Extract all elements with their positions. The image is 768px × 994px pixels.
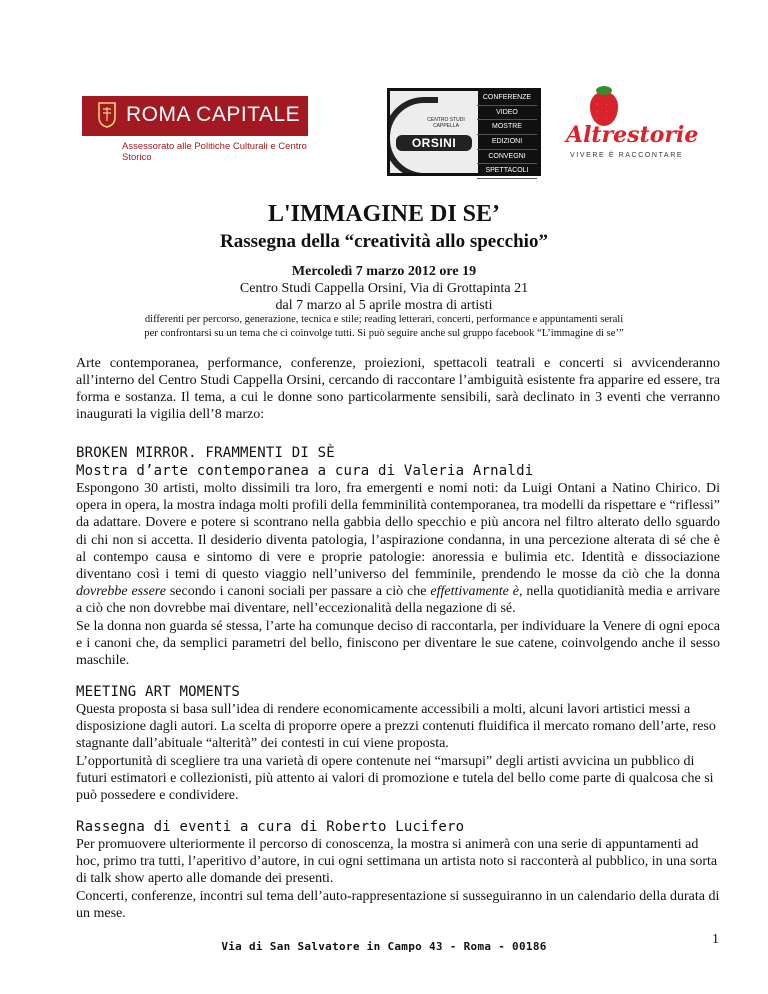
section-paragraph: Questa proposta si basa sull’idea di rendere economicamente accessibili a molti, alcuni lavori artistici messi a disposizione dagli autori. La scelta di proporre opere a prezzi contenuti fluidifica il mercato romano dell’arte, reso stagnante dall’abituale “alterità” dei contesti in cui viene proposta. xyxy=(76,702,716,752)
section-paragraph: L’opportunità di scegliere tra una varietà di opere contenute nei “marsupi” degli artisti avvicina un pubblico di futuri estimatori e collezionisti, più attento ai valori di promozione e tutela del bello come parte di qualcosa che si può possedere e condividere. xyxy=(76,753,714,804)
page-subtitle: Rassegna della “creatività allo specchio” xyxy=(220,231,548,252)
section-meeting-art-moments xyxy=(76,683,720,804)
roma-capitale-subtitle: Assessorato alle Politiche Culturali e Centro Storico xyxy=(122,141,307,163)
section-heading: Rassegna di eventi a cura di Roberto Lucifero xyxy=(76,819,465,835)
section-subheading: Mostra d’arte contemporanea a cura di Valeria Arnaldi xyxy=(76,463,534,479)
section-paragraph: Concerti, conferenze, incontri sul tema dell’auto-rappresentazione si susseguiranno in un calendario della durata di un mese. xyxy=(76,888,720,921)
orsini-item: VIDEO xyxy=(477,106,537,121)
roma-shield-icon xyxy=(98,102,116,128)
orsini-small-text: CENTRO STUDI CAPPELLA xyxy=(427,117,465,129)
exhibition-dates: dal 7 marzo al 5 aprile mostra di artisti xyxy=(275,298,493,313)
roma-capitale-logo xyxy=(82,96,308,163)
roma-capitale-banner xyxy=(82,96,308,136)
event-date: Mercoledì 7 marzo 2012 ore 19 xyxy=(291,264,477,279)
section-paragraph: Per promuovere ulteriormente il percorso di conoscenza, la mostra si animerà con una serie di appuntamenti ad hoc, primo tra tutti, l’aperitivo d’autore, in cui ogni settimana un artista noto si racconterà al pubblico, in una sorta di talk show aperto alle domande dei presenti. xyxy=(76,837,718,887)
orsini-item: SPETTACOLI xyxy=(477,164,537,179)
section-rassegna-eventi xyxy=(76,818,720,922)
section-broken-mirror xyxy=(76,444,720,669)
intro-paragraph: Arte contemporanea, performance, conferenze, proiezioni, spettacoli teatrali e concerti si avvicenderanno all’interno del Centro Studi Cappella Orsini, cercando di raccontare l’ambiguità esistente fra apparire ed essere, tra forma e sostanza. Il tema, a cui le donne sono particolarmente sensibili, sarà declinato in 3 eventi che verranno inaugurati la vigilia dell’8 marzo: xyxy=(76,356,720,422)
orsini-activity-list xyxy=(477,91,537,179)
event-note-line-2: per confrontarsi su un tema che ci coinvolge tutti. Si può seguire anche sul gruppo facebook “L’immagine di se’” xyxy=(144,328,624,339)
logo-strip xyxy=(0,88,768,178)
orsini-badge xyxy=(390,91,478,173)
orsini-name: ORSINI xyxy=(396,135,472,151)
footer-address: Via di San Salvatore in Campo 43 - Roma - 00186 xyxy=(221,940,547,953)
cappella-orsini-logo xyxy=(387,88,541,176)
strawberry-icon: · · · · · · xyxy=(590,92,618,126)
roma-capitale-name: ROMA CAPITALE xyxy=(126,103,301,126)
emphasis-text: effettivamente è xyxy=(430,584,519,600)
section-paragraph: Espongono 30 artisti, molto dissimili tra loro, fra emergenti e nomi noti: da Luigi Ontani a Natino Chirico. Di opera in opera, la mostra indaga molti profili della femminilità contemporanea, tra modelli da rispettare e “riflessi” da adattare. Dovere e potere si scontrano nella gabbia dello specchio e più ancora nel filtro alterato dello sguardo di chi non si accetta. Il desiderio diventa patologia, l’aspirazione condanna, in una percezione alterata di sé che è al contempo causa e sintomo di vere e proprie patologie: anoressia e bulimia etc. Identità e dissociazione diventano così i temi di questo viaggio nell’universo del femminile, prendendo le mosse da ciò che la donna dovrebbe essere secondo i canoni sociali per passare a ciò che effettivamente è, nella quotidianità media e arrivare a ciò che non dovrebbe mai diventare, nell’eccezionalità della negazione di sé. xyxy=(76,481,721,617)
section-heading: BROKEN MIRROR. FRAMMENTI DI SÈ xyxy=(76,445,335,461)
page-title: L'IMMAGINE DI SE’ xyxy=(267,201,501,227)
altrestorie-name: Altrestorie xyxy=(566,122,699,148)
emphasis-text: dovrebbe essere xyxy=(76,584,166,600)
section-paragraph: Se la donna non guarda sé stessa, l’arte ha comunque deciso di raccontarla, per individuare la Venere di ogni epoca e i canoni che, da semplici parametri del bello, finiscono per diventare le sue catene, coinvolgendo anche il sesso maschile. xyxy=(76,618,720,669)
event-address: Centro Studi Cappella Orsini, Via di Grottapinta 21 xyxy=(239,281,529,296)
section-heading: MEETING ART MOMENTS xyxy=(76,684,240,700)
page-number: 1 xyxy=(712,932,719,947)
altrestorie-logo xyxy=(566,92,699,172)
orsini-item: EDIZIONI xyxy=(477,135,537,150)
altrestorie-tagline: VIVERE È RACCONTARE xyxy=(570,152,684,159)
event-note-line-1: differenti per percorso, generazione, tecnica e stile; reading letterari, concerti, performance e appuntamenti serali xyxy=(144,314,624,325)
orsini-item: MOSTRE xyxy=(477,120,537,135)
orsini-item: CONFERENZE xyxy=(477,91,537,106)
orsini-item: CONVEGNI xyxy=(477,150,537,165)
